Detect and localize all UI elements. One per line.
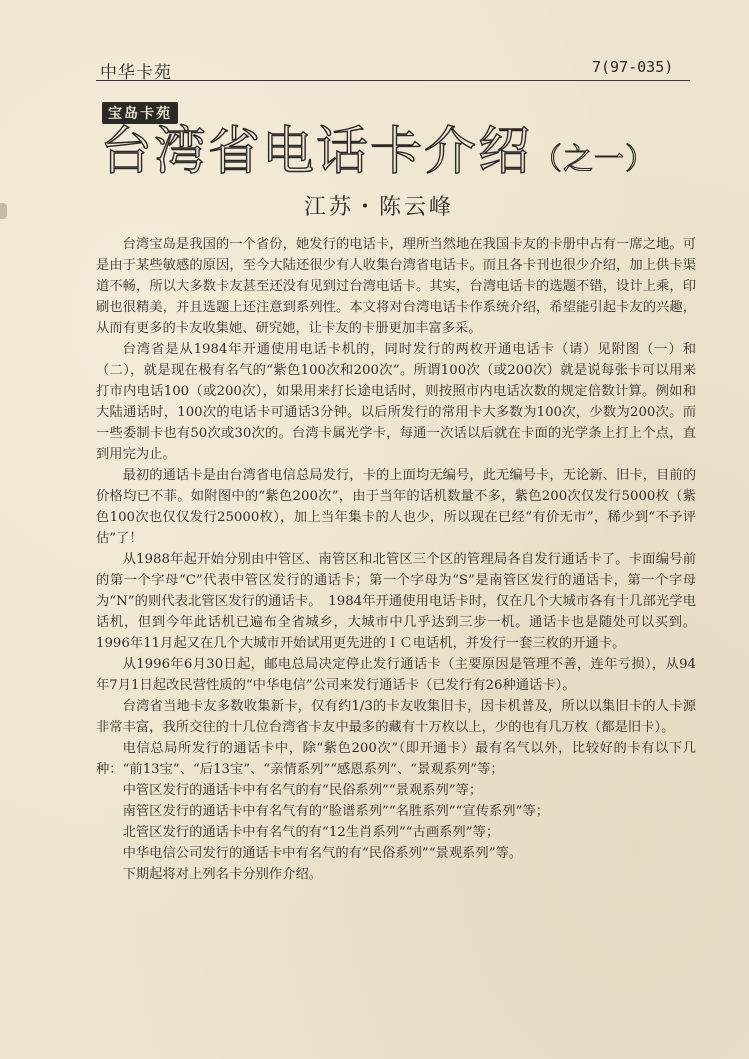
article-title: 台湾省电话卡介绍 <box>100 122 533 182</box>
closing-paragraph: 下期起将对上列名卡分别作介绍。 <box>122 867 323 882</box>
header-rule <box>96 80 690 81</box>
list-item-north-region: 北管区发行的通话卡中有名气的有“12生肖系列”“古画系列”等； <box>122 825 500 840</box>
paragraph-1: 台湾宝岛是我国的一个省份，她发行的电话卡，理所当然地在我国卡友的卡册中占有一席之地。可是由于某些敏感的原因，至今大陆还很少有人收集台湾省电话卡。而且各卡刊也很少介绍，加上供卡渠道不畅，所以大多数卡友甚至还没有见到过台湾电话卡。其实，台湾电话卡的选题不错，设计上乘，印刷也很精美，并且选题上还注意到系列性。本文将对台湾电话卡作系统介绍，希望能引起卡友的兴趣，从而有更多的卡友收集她、研究她，让卡友的卡册更加丰富多采。 <box>96 237 696 336</box>
list-item-south-region: 南管区发行的通话卡中有名气有的“脸谱系列”“名胜系列”“宣传系列”等； <box>122 804 549 819</box>
list-item-chunghwa-telecom: 中华电信公司发行的通话卡中有名气的有“民俗系列”“景观系列”等。 <box>122 846 523 861</box>
paragraph-2: 台湾省是从1984年开通使用电话卡机的，同时发行的两枚开通电话卡（请）见附图（一）和（二），就是现在极有名气的“紫色100次和200次”。所谓100次（或200次）就是说每张卡可以用来打市内电话100（或200次），如果用来打长途电话时，则按照市内电话次数的规定倍数计算。例如和大陆通话时，100次的电话卡可通话3分钟。以后所发行的常用卡大多数为100次，少数为200次。而一些委制卡也有50次或30次的。台湾卡属光学卡，每通一次话以后就在卡面的光学条上打上个点，直到用完为止。 <box>96 342 696 462</box>
paragraph-5: 从1996年6月30日起，邮电总局决定停止发行通话卡（主要原因是管理不善，连年亏损），从94年7月1日起改民营性质的“中华电信”公司来发行通话卡（已发行有26种通话卡）。 <box>96 657 696 693</box>
journal-name: 中华卡苑 <box>100 63 172 83</box>
paragraph-4: 从1988年起开始分别由中管区、南管区和北管区三个区的管理局各自发行通话卡了。卡面编号前的第一个字母“C”代表中管区发行的通话卡；第一个字母为“S”是南管区发行的通话卡，第一个字母为“N”的则代表北管区发行的通话卡。 1984年开通使用电话卡时，仅在几个大城市各有十几部光学电话机，但到今年此话机已遍布全省城乡，大城市中几乎达到三步一机。通话卡也是随处可以买到。1996年11月起又在几个大城市开始试用更先进的ＩＣ电话机，并发行一套三枚的开通卡。 <box>96 552 696 651</box>
paragraph-7: 电信总局所发行的通话卡中，除“紫色200次”（即开通卡）最有名气以外，比较好的卡有以下几种：“前13宝”、“后13宝”、“亲情系列”“感恩系列”、“景观系列”等； <box>96 741 696 777</box>
article-author: 江苏・陈云峰 <box>304 195 455 220</box>
binding-tab-mark <box>0 203 7 219</box>
issue-number: 7(97-035) <box>592 58 674 76</box>
article-title-block <box>100 122 657 182</box>
paragraph-3: 最初的通话卡是由台湾省电信总局发行，卡的上面均无编号，此无编号卡，无论新、旧卡，目前的价格均已不菲。如附图中的“紫色200次”，由于当年的话机数量不多，紫色200次仅发行5000枚（紫色100次也仅仅发行25000枚），加上当年集卡的人也少，所以现在已经“有价无市”，稀少到“不予评估”了！ <box>96 468 696 546</box>
article-body <box>96 234 696 885</box>
paragraph-6: 台湾省当地卡友多数收集新卡，仅有约1/3的卡友收集旧卡，因卡机普及，所以以集旧卡的人卡源非常丰富，我所交往的十几位台湾省卡友中最多的藏有十万枚以上，少的也有几万枚（都是旧卡）。 <box>96 699 696 735</box>
list-item-central-region: 中管区发行的通话卡中有名气的有“民俗系列”“景观系列”等； <box>122 783 483 798</box>
section-tag: 宝岛卡苑 <box>102 102 178 124</box>
article-title-suffix: （之一） <box>532 142 657 177</box>
